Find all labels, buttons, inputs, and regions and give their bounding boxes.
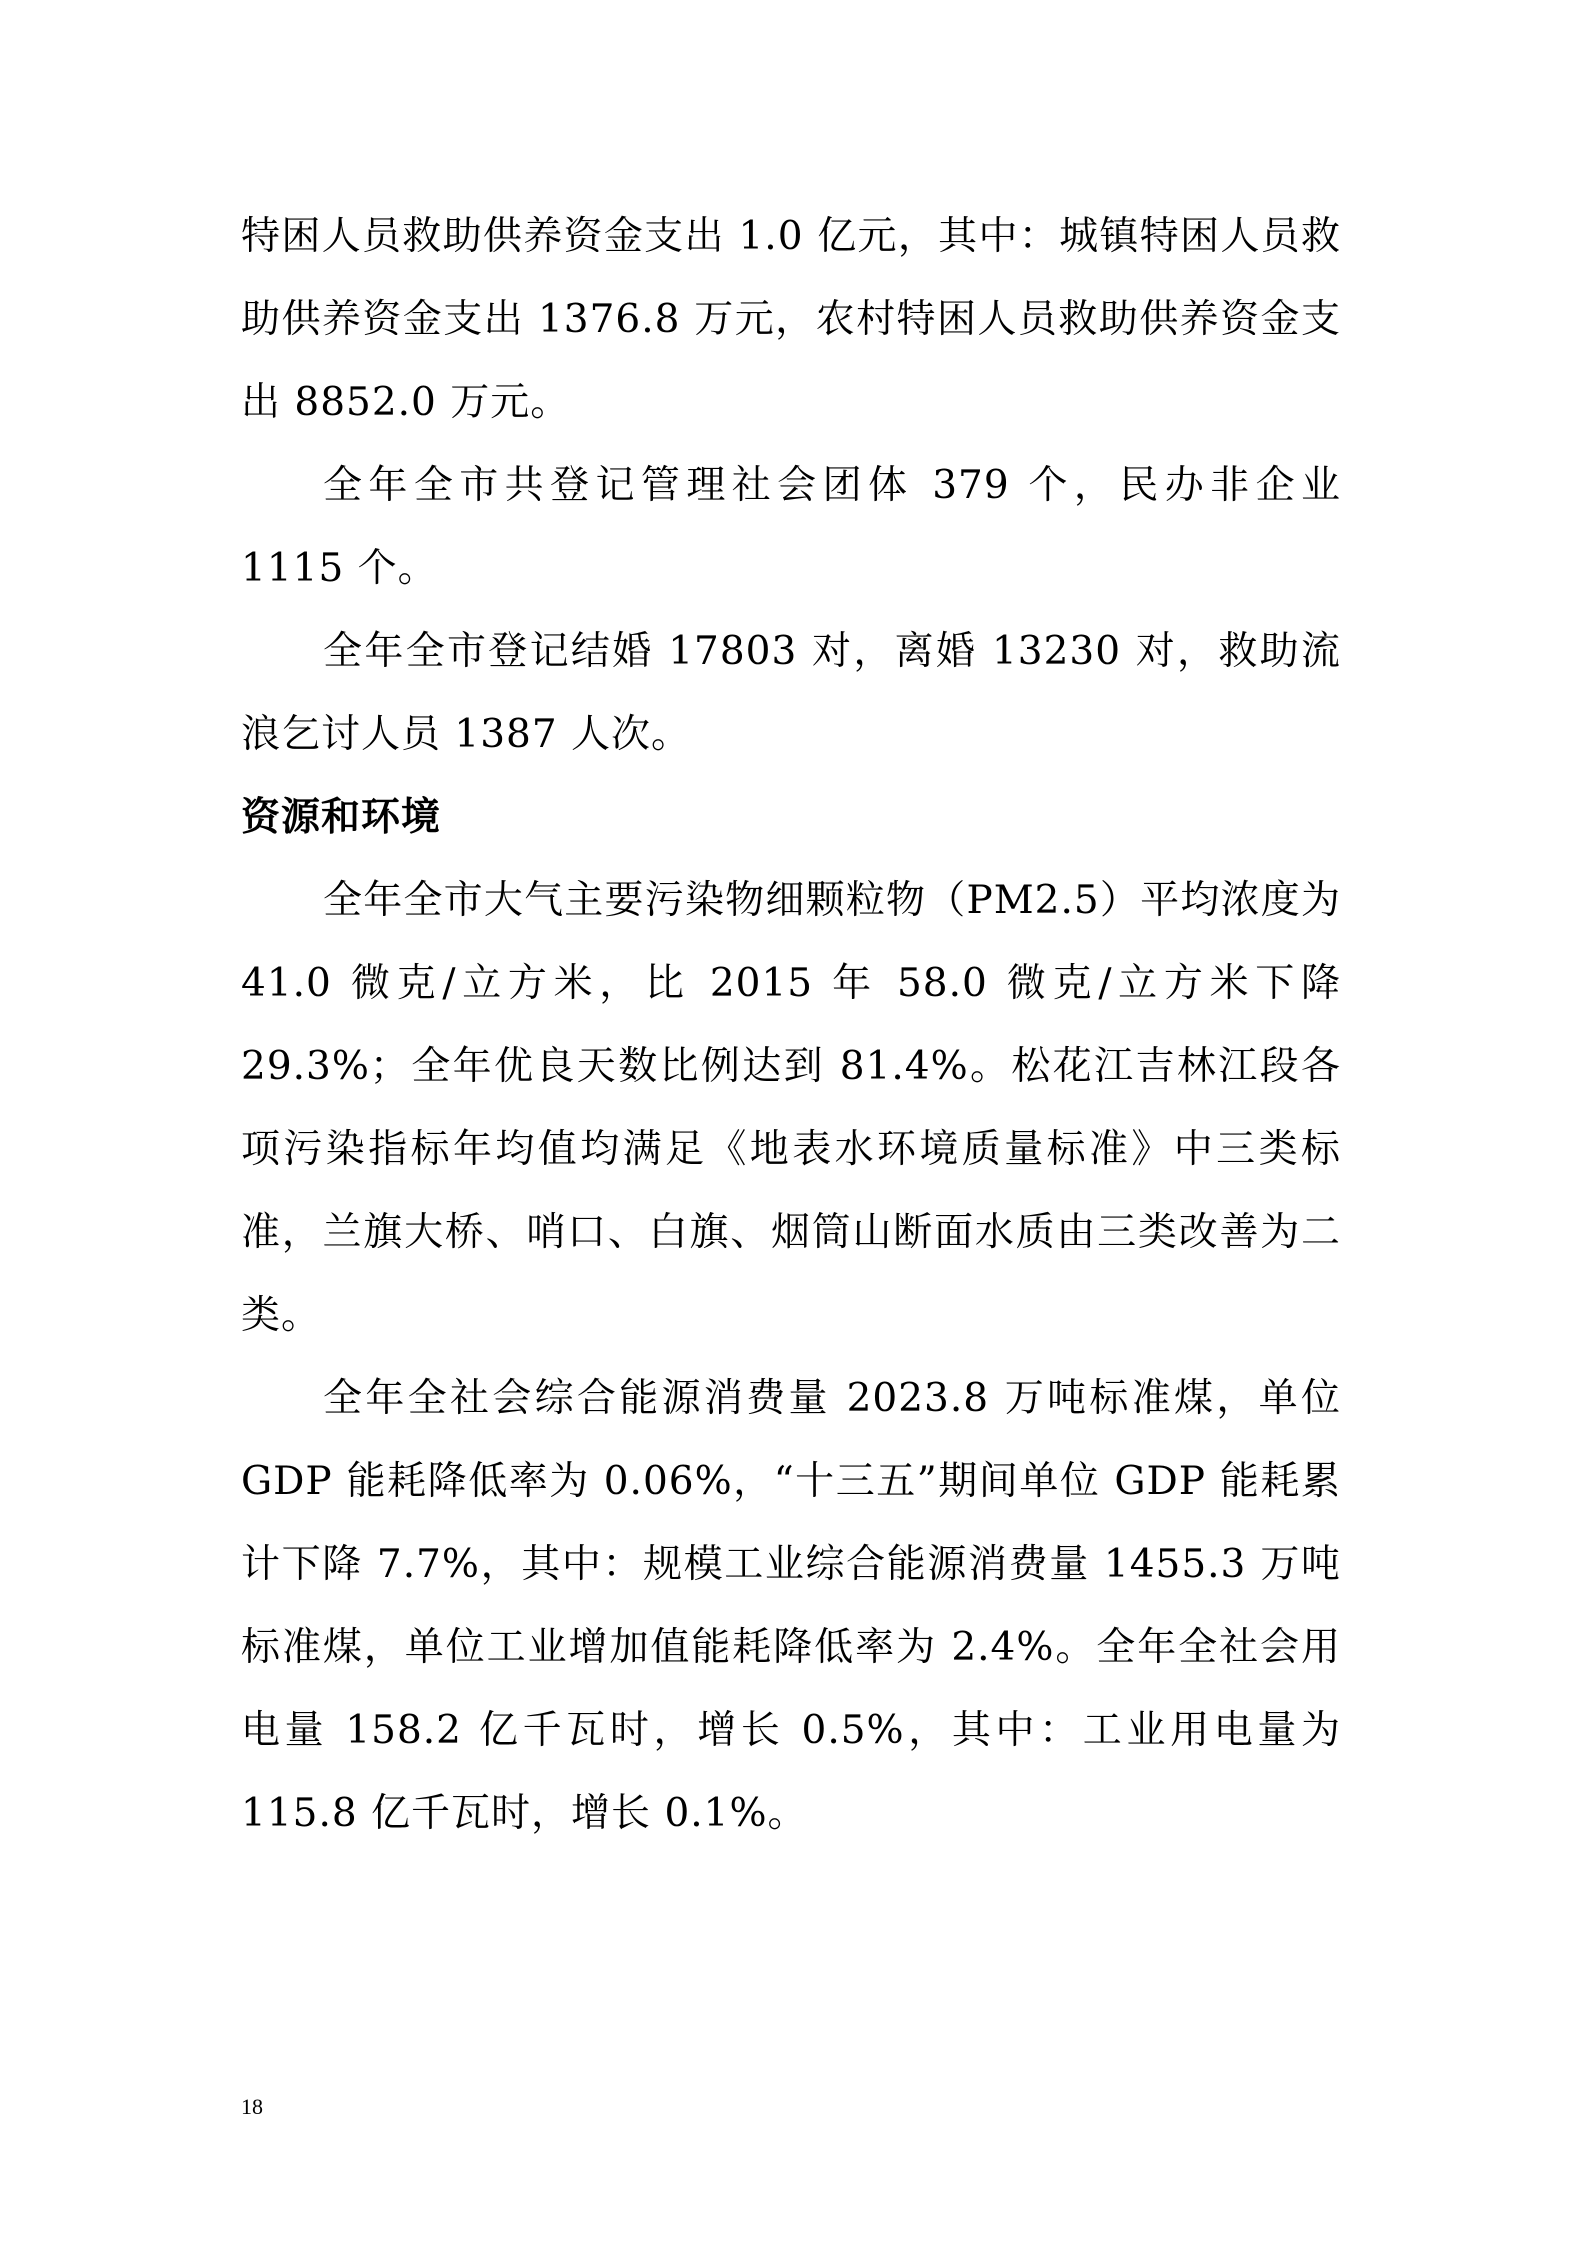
paragraph-air-water-quality: 全年全市大气主要污染物细颗粒物（PM2.5）平均浓度为 41.0 微克/立方米，比 2015 年 58.0 微克/立方米下降 29.3%；全年优良天数比例达到 81.4%。松花江吉林江段各项污染指标年均值均满足《地表水环境质量标准》中三类标准，兰旗大桥、哨口、白旗、烟筒山断面水质由三类改善为二类。 <box>241 878 1341 1338</box>
paragraph-marriage-registration: 全年全市登记结婚 17803 对，离婚 13230 对，救助流浪乞讨人员 1387 人次。 <box>241 629 1341 757</box>
page-body <box>241 195 1341 1855</box>
page-number: 18 <box>241 2094 263 2119</box>
paragraph-social-organizations: 全年全市共登记管理社会团体 379 个，民办非企业 1115 个。 <box>241 463 1341 591</box>
paragraph-energy-consumption: 全年全社会综合能源消费量 2023.8 万吨标准煤，单位 GDP 能耗降低率为 0.06%，“十三五”期间单位 GDP 能耗累计下降 7.7%，其中：规模工业综合能源消费量 1455.3 万吨标准煤，单位工业增加值能耗降低率为 2.4%。全年全社会用电量 158.2 亿千瓦时，增长 0.5%，其中：工业用电量为 115.8 亿千瓦时，增长 0.1%。 <box>241 1376 1341 1836</box>
paragraph-special-hardship-support: 特困人员救助供养资金支出 1.0 亿元，其中：城镇特困人员救助供养资金支出 1376.8 万元，农村特困人员救助供养资金支出 8852.0 万元。 <box>241 214 1341 425</box>
section-heading-resources-environment: 资源和环境 <box>241 795 442 840</box>
